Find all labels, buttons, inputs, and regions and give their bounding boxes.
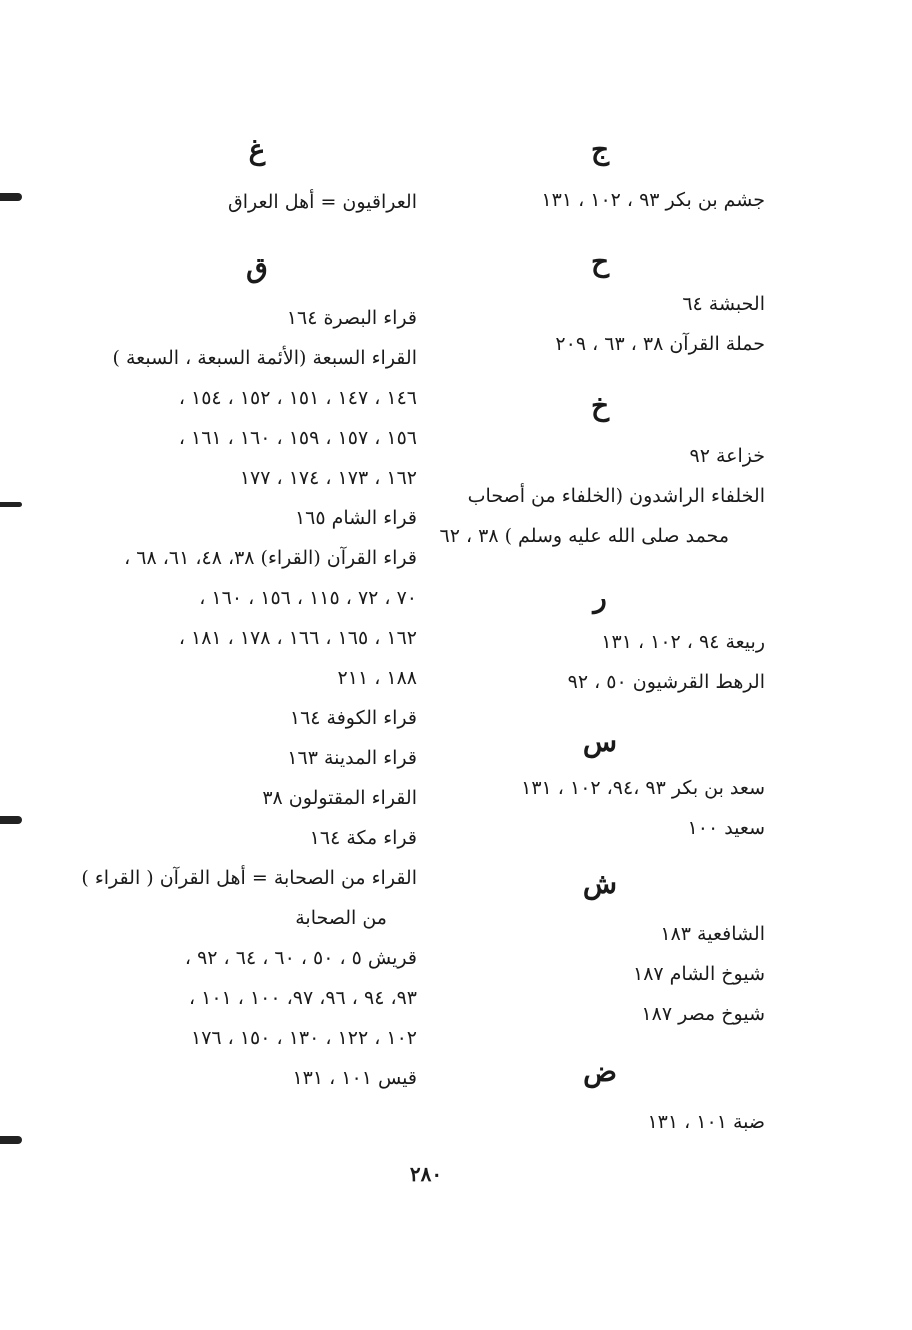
index-entry: ربيعة ٩٤ ، ١٠٢ ، ١٣١ xyxy=(601,631,765,653)
index-entry-continued: ١٠٢ ، ١٢٢ ، ١٣٠ ، ١٥٠ ، ١٧٦ xyxy=(191,1027,417,1049)
index-entry: قراء الشام ١٦٥ xyxy=(294,507,417,529)
index-entry: الرهط القرشيون ٥٠ ، ٩٢ xyxy=(567,671,765,693)
index-entry: القراء من الصحابة = أهل القرآن ( القراء ) xyxy=(81,867,417,889)
index-entry: جشم بن بكر ٩٣ ، ١٠٢ ، ١٣١ xyxy=(541,189,765,211)
index-entry: العراقيون = أهل العراق xyxy=(227,191,417,213)
index-entry: الحبشة ٦٤ xyxy=(682,293,765,315)
index-entry: شيوخ مصر ١٨٧ xyxy=(641,1003,765,1025)
index-entry: القراء السبعة (الأئمة السبعة ، السبعة ) xyxy=(112,347,417,369)
section-letter-ra: ر xyxy=(593,581,607,614)
index-entry: قراء مكة ١٦٤ xyxy=(309,827,417,849)
index-entry: سعد بن بكر ٩٣ ،٩٤، ١٠٢ ، ١٣١ xyxy=(521,777,765,799)
section-letter-qaf: ق xyxy=(246,251,268,284)
index-entry: القراء المقتولون ٣٨ xyxy=(262,787,417,809)
index-entry: ضبة ١٠١ ، ١٣١ xyxy=(647,1111,765,1133)
index-entry-continued: محمد صلى الله عليه وسلم ) ٣٨ ، ٦٢ xyxy=(439,525,729,547)
index-entry-continued: ١٦٢ ، ١٧٣ ، ١٧٤ ، ١٧٧ xyxy=(239,467,417,489)
section-letter-dad: ض xyxy=(583,1055,617,1088)
index-entry-continued: ٧٠ ، ٧٢ ، ١١٥ ، ١٥٦ ، ١٦٠ ، xyxy=(199,587,417,609)
index-entry: قراء القرآن (القراء) ٣٨، ٤٨، ٦١، ٦٨ ، xyxy=(124,547,417,569)
index-entry: الشافعية ١٨٣ xyxy=(660,923,765,945)
section-letter-shin: ش xyxy=(582,867,618,900)
index-entry-continued: ١٨٨ ، ٢١١ xyxy=(337,667,417,689)
index-entry-continued: ١٦٢ ، ١٦٥ ، ١٦٦ ، ١٧٨ ، ١٨١ ، xyxy=(178,627,417,649)
section-letter-jim: ج xyxy=(590,133,610,166)
index-entry: شيوخ الشام ١٨٧ xyxy=(632,963,765,985)
margin-mark xyxy=(0,193,22,201)
index-entry: الخلفاء الراشدون (الخلفاء من أصحاب xyxy=(467,485,765,507)
index-entry: قراء البصرة ١٦٤ xyxy=(286,307,417,329)
index-entry: قراء المدينة ١٦٣ xyxy=(287,747,417,769)
margin-mark xyxy=(0,502,22,507)
index-entry: خزاعة ٩٢ xyxy=(689,445,765,467)
index-entry-continued: ١٥٦ ، ١٥٧ ، ١٥٩ ، ١٦٠ ، ١٦١ ، xyxy=(178,427,417,449)
section-letter-kha: خ xyxy=(590,389,610,422)
section-letter-ha: ح xyxy=(590,245,610,278)
index-entry-continued: من الصحابة xyxy=(295,907,387,929)
index-entry: سعيد ١٠٠ xyxy=(687,817,765,839)
index-entry-continued: ٩٣، ٩٤ ، ٩٦، ٩٧، ١٠٠ ، ١٠١ ، xyxy=(188,987,417,1009)
margin-mark xyxy=(0,1136,22,1144)
index-entry: قراء الكوفة ١٦٤ xyxy=(289,707,417,729)
index-entry: قيس ١٠١ ، ١٣١ xyxy=(292,1067,417,1089)
page-number: ٢٨٠ xyxy=(409,1162,443,1186)
section-letter-ghayn: غ xyxy=(248,133,266,166)
index-entry-continued: ١٤٦ ، ١٤٧ ، ١٥١ ، ١٥٢ ، ١٥٤ ، xyxy=(178,387,417,409)
index-entry: قريش ٥ ، ٥٠ ، ٦٠ ، ٦٤ ، ٩٢ ، xyxy=(184,947,417,969)
margin-mark xyxy=(0,816,22,824)
index-entry: حملة القرآن ٣٨ ، ٦٣ ، ٢٠٩ xyxy=(555,333,765,355)
section-letter-sin: س xyxy=(582,725,618,758)
